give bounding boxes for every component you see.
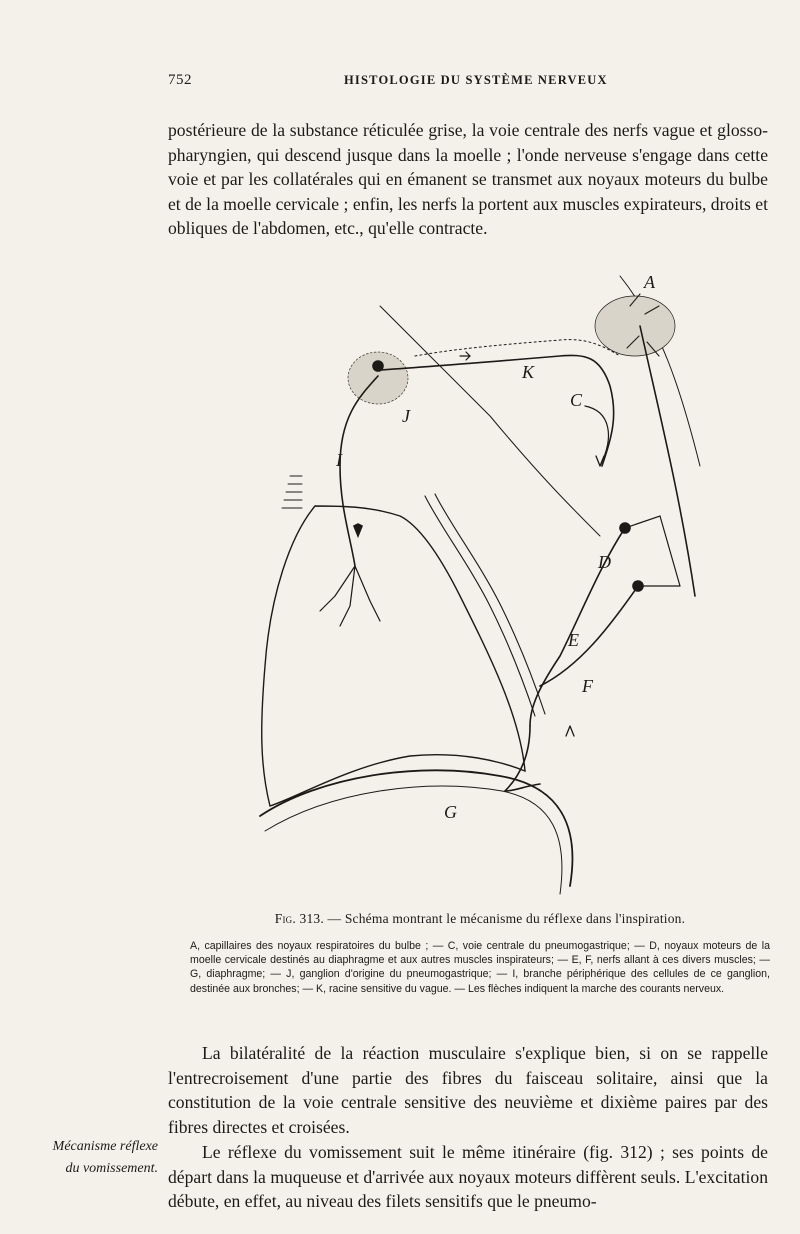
figure-title — [190, 911, 770, 927]
figure-label: Fig. 313. — [274, 911, 324, 926]
label-E: E — [568, 630, 579, 650]
label-C: C — [570, 390, 583, 410]
top-paragraph: postérieure de la substance réticulée grise, la voie centrale des nerfs vague et glosso-pharyngien, qui descend jusque dans la moelle ; l'onde nerveuse s'engage dans cette voie et par les collatérales qui en émanent se transmet aux noyaux moteurs du bulbe et de la moelle cervicale ; enfin, les nerfs la portent aux muscles expirateurs, droits et obliques de l'abdomen, etc., qu'elle contracte. — [168, 120, 768, 239]
marginal-note: Mécanisme réflexe du vomissement. — [52, 1139, 158, 1176]
label-F: F — [582, 676, 593, 696]
page-number: 752 — [168, 72, 192, 88]
label-J: J — [402, 406, 410, 426]
bottom-paragraph-2: Le réflexe du vomissement suit le même itinéraire (fig. 312) ; ses points de départ dans la muqueuse et d'arrivée aux noyaux moteurs diffèrent seuls. L'excitation débute, en effet, au niveau des filets sensitifs que le pneumo- — [168, 1142, 768, 1212]
label-I: I — [336, 450, 342, 470]
figure-legend: A, capillaires des noyaux respiratoires du bulbe ; — C, voie centrale du pneumogastrique; — D, noyaux moteurs de la moelle cervicale destinés au diaphragme et aux autres muscles inspirateurs; — E, F, nerfs allant à ces divers muscles; — G, diaphragme; — J, ganglion d'origine du pneumogastrique; — I, branche périphérique des cellules de ce ganglion, destinée aux bronches; — K, racine sensitive du vague. — Les flèches indiquent la marche des courants nerveux. — [190, 940, 770, 995]
label-D: D — [598, 552, 611, 572]
figure-diagram — [240, 266, 710, 906]
bottom-paragraph-1: La bilatéralité de la réaction musculaire s'explique bien, si on se rappelle l'entrecroisement d'une partie des fibres du faisceau solitaire, ainsi que la constitution de la voie centrale sensitive des neuvième et dixième paires par des fibres directes et croisées. — [168, 1043, 768, 1137]
figure-313 — [240, 266, 710, 906]
figure-title-text: — Schéma montrant le mécanisme du réflexe dans l'inspiration. — [327, 911, 686, 926]
label-K: K — [522, 362, 535, 382]
running-head: HISTOLOGIE DU SYSTÈME NERVEUX — [344, 73, 608, 87]
label-A: A — [644, 272, 655, 292]
label-G: G — [444, 802, 457, 822]
figure-caption — [190, 911, 770, 996]
page-header — [168, 72, 768, 96]
